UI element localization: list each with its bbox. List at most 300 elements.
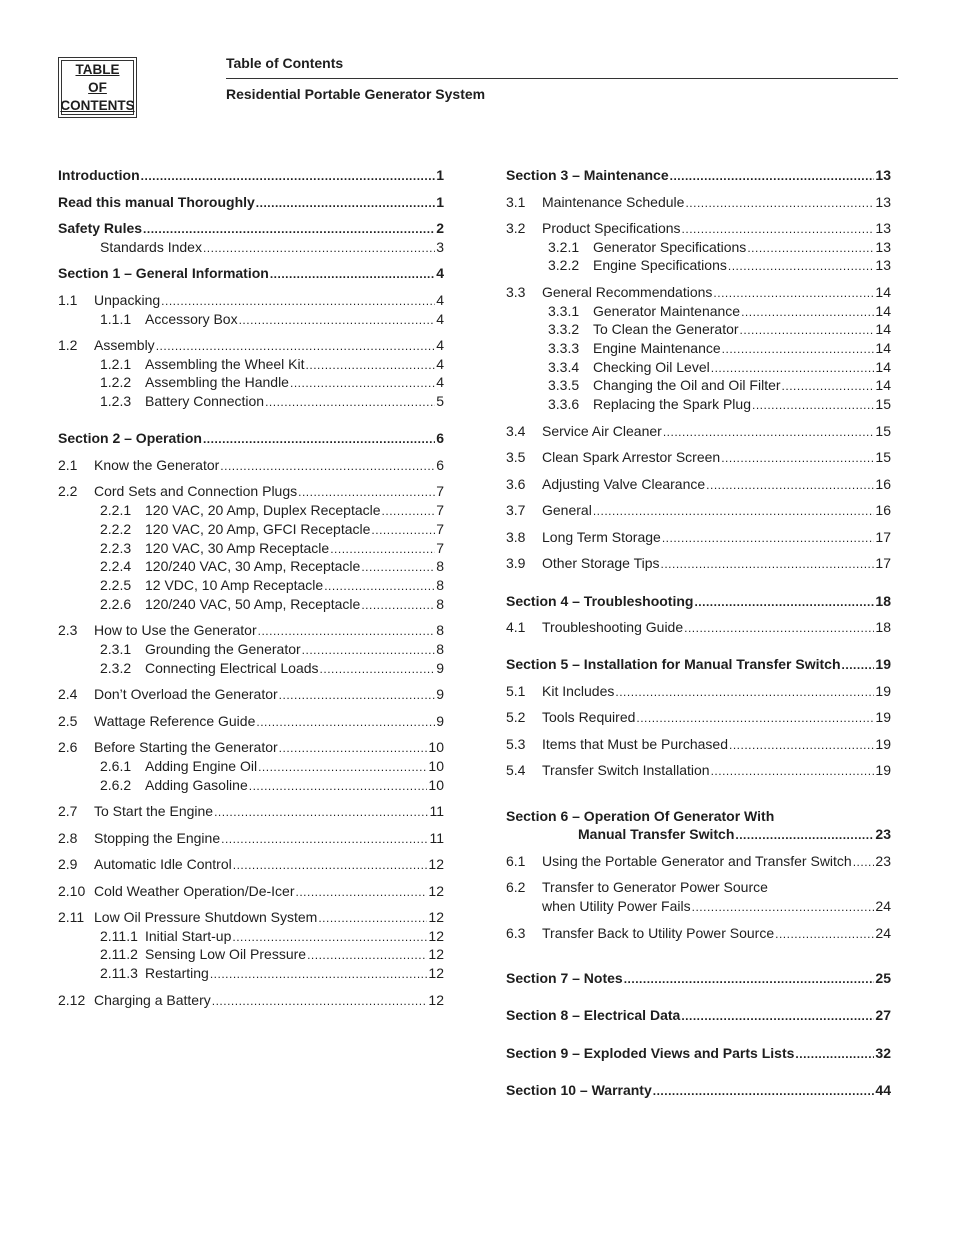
toc-entry-2-10[interactable] — [58, 883, 444, 901]
toc-entry-page-number: 10 — [428, 777, 444, 793]
toc-entry-2-6-2[interactable] — [58, 777, 444, 795]
toc-entry-page-number: 24 — [875, 898, 891, 914]
toc-entry-label: Initial Start-up — [145, 928, 232, 944]
dot-leader — [782, 379, 875, 393]
toc-entry-section-5-installation-for-manual-transf[interactable] — [506, 656, 891, 674]
toc-entry-label: Engine Specifications — [593, 257, 727, 273]
toc-entry-label: Section 10 – Warranty — [506, 1082, 652, 1098]
toc-entry-label: 120 VAC, 30 Amp Receptacle — [145, 540, 330, 556]
toc-entry-number: 2.5 — [58, 713, 78, 729]
toc-entry-label: Section 3 – Maintenance — [506, 167, 669, 183]
dot-leader — [775, 927, 874, 941]
toc-entry-label: Long Term Storage — [542, 529, 661, 545]
toc-entry-number: 2.2.4 — [100, 558, 132, 574]
toc-entry-page-number: 12 — [428, 992, 444, 1008]
dot-leader — [290, 376, 435, 390]
toc-entry-2-3-1[interactable] — [58, 641, 444, 659]
toc-entry-page-number: 4 — [436, 356, 444, 372]
toc-entry-2-11[interactable] — [58, 909, 444, 927]
toc-entry-label: Section 2 – Operation — [58, 430, 202, 446]
toc-entry-3-3-2[interactable] — [506, 321, 891, 339]
toc-entry-page-number: 10 — [428, 739, 444, 755]
dot-leader — [143, 222, 435, 236]
toc-entry-label: Before Starting the Generator — [94, 739, 278, 755]
dot-leader — [661, 557, 875, 571]
dot-leader — [232, 930, 427, 944]
toc-entry-number: 3.6 — [506, 476, 526, 492]
toc-entry-label: Transfer to Generator Power Source — [542, 879, 768, 895]
dot-leader — [682, 222, 875, 236]
toc-entry-number: 2.6.2 — [100, 777, 132, 793]
toc-entry-3-3-1[interactable] — [506, 303, 891, 321]
toc-entry-1-2[interactable] — [58, 337, 444, 355]
toc-entry-page-number: 1 — [436, 167, 444, 183]
toc-entry-number: 2.10 — [58, 883, 86, 899]
toc-entry-page-number: 4 — [436, 265, 444, 281]
toc-entry-number: 2.2 — [58, 483, 78, 499]
toc-entry-number: 2.12 — [58, 992, 86, 1008]
toc-entry-number: 2.11.3 — [100, 965, 138, 981]
dot-leader — [636, 711, 874, 725]
toc-entry-label: Product Specifications — [542, 220, 681, 236]
toc-entry-page-number: 13 — [875, 220, 891, 236]
dot-leader — [692, 900, 875, 914]
toc-entry-number: 3.3.6 — [548, 396, 580, 412]
toc-entry-label: Items that Must be Purchased — [542, 736, 728, 752]
toc-entry-label: Changing the Oil and Oil Filter — [593, 377, 781, 393]
dot-leader — [382, 504, 436, 518]
toc-entry-page-number: 3 — [436, 239, 444, 255]
toc-label-line-3: CONTENTS — [60, 97, 135, 113]
toc-entry-label: Adding Engine Oil — [145, 758, 258, 774]
toc-entry-page-number: 7 — [436, 502, 444, 518]
dot-leader — [239, 313, 436, 327]
dot-leader — [685, 196, 874, 210]
toc-entry-page-number: 2 — [436, 220, 444, 236]
dot-leader — [706, 478, 874, 492]
toc-entry-label: Low Oil Pressure Shutdown System — [94, 909, 318, 925]
toc-entry-3-3-5[interactable] — [506, 377, 891, 395]
toc-entry-label: Kit Includes — [542, 683, 615, 699]
dot-leader — [662, 531, 875, 545]
toc-entry-number: 1.1 — [58, 292, 78, 308]
toc-entry-3-9[interactable] — [506, 555, 891, 573]
dot-leader — [711, 361, 875, 375]
dot-leader — [279, 688, 436, 702]
toc-entry-page-number: 13 — [875, 194, 891, 210]
page-subtitle: Residential Portable Generator System — [226, 86, 486, 102]
toc-entry-section-10-warranty[interactable] — [506, 1082, 891, 1100]
toc-entry-label: Standards Index — [100, 239, 202, 255]
dot-leader — [752, 398, 874, 412]
toc-entry-number: 3.2 — [506, 220, 526, 236]
dot-leader — [318, 911, 427, 925]
toc-entry-standards-index[interactable] — [58, 239, 444, 257]
toc-entry-label: Manual Transfer Switch — [578, 826, 735, 842]
toc-entry-introduction[interactable] — [58, 167, 444, 185]
toc-entry-number: 2.3.2 — [100, 660, 132, 676]
toc-entry-page-number: 1 — [436, 194, 444, 210]
toc-entry-5-1[interactable] — [506, 683, 891, 701]
toc-entry-2-2-3[interactable] — [58, 540, 444, 558]
toc-entry-page-number: 6 — [436, 430, 444, 446]
toc-entry-page-number: 13 — [875, 239, 891, 255]
toc-entry-page-number: 14 — [875, 284, 891, 300]
toc-entry-section-9-exploded-views-and-parts-lists[interactable] — [506, 1045, 891, 1063]
toc-entry-section-1-general-information[interactable] — [58, 265, 444, 283]
dot-leader — [258, 760, 427, 774]
toc-entry-page-number: 16 — [875, 502, 891, 518]
toc-entry-3-3-6[interactable] — [506, 396, 891, 414]
toc-entry-1-1-1[interactable] — [58, 311, 444, 329]
dot-leader — [615, 685, 874, 699]
toc-entry-label: Know the Generator — [94, 457, 220, 473]
toc-entry-label: Safety Rules — [58, 220, 143, 236]
toc-entry-2-9[interactable] — [58, 856, 444, 874]
toc-entry-number: 5.2 — [506, 709, 526, 725]
toc-entry-page-number: 17 — [875, 529, 891, 545]
toc-entry-number: 2.2.5 — [100, 577, 132, 593]
toc-entry-label: General Recommendations — [542, 284, 713, 300]
toc-entry-label: Unpacking — [94, 292, 161, 308]
toc-entry-number: 2.2.3 — [100, 540, 132, 556]
toc-entry-5-4[interactable] — [506, 762, 891, 780]
toc-entry-3-3-4[interactable] — [506, 359, 891, 377]
toc-entry-section-7-notes[interactable] — [506, 970, 891, 988]
toc-label-box — [58, 57, 137, 118]
dot-leader — [270, 267, 435, 281]
toc-entry-label: Section 5 – Installation for Manual Transfer Switch — [506, 656, 841, 672]
dot-leader — [233, 858, 428, 872]
toc-entry-label: Transfer Switch Installation — [542, 762, 710, 778]
toc-entry-label: Maintenance Schedule — [542, 194, 685, 210]
dot-leader — [663, 425, 875, 439]
dot-leader — [735, 828, 874, 842]
toc-entry-3-2-1[interactable] — [506, 239, 891, 257]
toc-entry-label: Battery Connection — [145, 393, 265, 409]
toc-entry-page-number: 11 — [429, 830, 444, 846]
toc-entry-3-3-3[interactable] — [506, 340, 891, 358]
toc-entry-3-8[interactable] — [506, 529, 891, 547]
dot-leader — [203, 432, 435, 446]
dot-leader — [795, 1047, 874, 1061]
dot-leader — [249, 779, 428, 793]
toc-entry-number: 3.3.1 — [548, 303, 580, 319]
toc-entry-section-2-operation[interactable] — [58, 430, 444, 448]
toc-entry-2-2[interactable] — [58, 483, 444, 501]
page-title: Table of Contents — [226, 55, 344, 71]
toc-entry-2-11-2[interactable] — [58, 946, 444, 964]
toc-entry-number: 1.1.1 — [100, 311, 132, 327]
dot-leader — [711, 764, 875, 778]
toc-entry-label: 120/240 VAC, 30 Amp, Receptacle — [145, 558, 361, 574]
toc-entry-number: 2.1 — [58, 457, 78, 473]
toc-entry-3-5[interactable] — [506, 449, 891, 467]
toc-entry-page-number: 32 — [875, 1045, 891, 1061]
dot-leader — [853, 855, 875, 869]
toc-entry-page-number: 14 — [875, 321, 891, 337]
toc-entry-label: Adjusting Valve Clearance — [542, 476, 706, 492]
toc-entry-label: To Start the Engine — [94, 803, 214, 819]
toc-entry-2-3[interactable] — [58, 622, 444, 640]
toc-entry-page-number: 19 — [875, 736, 891, 752]
toc-entry-label: 12 VDC, 10 Amp Receptacle — [145, 577, 324, 593]
dot-leader — [306, 358, 436, 372]
toc-entry-label: Assembling the Handle — [145, 374, 289, 390]
toc-entry-page-number: 14 — [875, 359, 891, 375]
toc-entry-1-2-2[interactable] — [58, 374, 444, 392]
toc-entry-number: 2.4 — [58, 686, 78, 702]
toc-entry-number: 6.3 — [506, 925, 526, 941]
dot-leader — [265, 395, 435, 409]
toc-entry-number: 2.11 — [58, 909, 85, 925]
toc-entry-page-number: 7 — [436, 483, 444, 499]
toc-entry-number: 3.3.5 — [548, 377, 580, 393]
toc-entry-label: Other Storage Tips — [542, 555, 660, 571]
toc-entry-label: Read this manual Thoroughly — [58, 194, 255, 210]
dot-leader — [214, 805, 428, 819]
dot-leader — [593, 504, 875, 518]
dot-leader — [653, 1084, 875, 1098]
toc-entry-number: 2.8 — [58, 830, 78, 846]
toc-entry-label: Section 1 – General Information — [58, 265, 269, 281]
toc-entry-page-number: 19 — [875, 762, 891, 778]
toc-entry-page-number: 19 — [875, 709, 891, 725]
toc-entry-3-4[interactable] — [506, 423, 891, 441]
toc-entry-number: 3.3 — [506, 284, 526, 300]
toc-entry-label: Replacing the Spark Plug — [593, 396, 751, 412]
toc-entry-number: 2.2.6 — [100, 596, 132, 612]
dot-leader — [694, 595, 874, 609]
toc-entry-number: 2.2.1 — [100, 502, 132, 518]
toc-entry-label: Using the Portable Generator and Transfer Switch — [542, 853, 852, 869]
dot-leader — [307, 948, 427, 962]
toc-entry-3-1[interactable] — [506, 194, 891, 212]
toc-entry-page-number: 15 — [875, 423, 891, 439]
toc-label-line-2: OF — [88, 79, 107, 95]
toc-entry-page-number: 13 — [875, 167, 891, 183]
toc-entry-label: Section 8 – Electrical Data — [506, 1007, 681, 1023]
dot-leader — [624, 972, 875, 986]
dot-leader — [747, 241, 874, 255]
toc-entry-page-number: 13 — [875, 257, 891, 273]
toc-entry-2-5[interactable] — [58, 713, 444, 731]
toc-entry-2-2-2[interactable] — [58, 521, 444, 539]
toc-entry-label: Clean Spark Arrestor Screen — [542, 449, 721, 465]
toc-entry-label: Accessory Box — [145, 311, 238, 327]
toc-entry-1-2-3[interactable] — [58, 393, 444, 411]
toc-entry-label: Cord Sets and Connection Plugs — [94, 483, 298, 499]
toc-entry-number: 2.11.2 — [100, 946, 138, 962]
toc-entry-page-number: 27 — [875, 1007, 891, 1023]
toc-entry-1-1[interactable] — [58, 292, 444, 310]
toc-entry-3-7[interactable] — [506, 502, 891, 520]
toc-entry-number: 1.2 — [58, 337, 78, 353]
toc-entry-2-8[interactable] — [58, 830, 444, 848]
toc-entry-number: 2.11.1 — [100, 928, 138, 944]
dot-leader — [728, 259, 875, 273]
dot-leader — [721, 451, 874, 465]
toc-entry-6-3[interactable] — [506, 925, 891, 943]
toc-entry-page-number: 14 — [875, 303, 891, 319]
toc-entry-page-number: 15 — [875, 396, 891, 412]
toc-entry-label: Checking Oil Level — [593, 359, 710, 375]
toc-entry-page-number: 12 — [428, 928, 444, 944]
toc-entry-label: 120 VAC, 20 Amp, GFCI Receptacle — [145, 521, 371, 537]
toc-entry-number: 3.9 — [506, 555, 526, 571]
toc-entry-page-number: 19 — [875, 683, 891, 699]
dot-leader — [713, 286, 874, 300]
toc-entry-2-2-4[interactable] — [58, 558, 444, 576]
toc-entry-section-4-troubleshooting[interactable] — [506, 593, 891, 611]
toc-entry-page-number: 7 — [436, 521, 444, 537]
toc-entry-2-2-1[interactable] — [58, 502, 444, 520]
toc-entry-label: Section 7 – Notes — [506, 970, 623, 986]
toc-entry-page-number: 14 — [875, 340, 891, 356]
dot-leader — [722, 342, 875, 356]
toc-entry-page-number: 18 — [875, 593, 891, 609]
toc-entry-number: 2.6 — [58, 739, 78, 755]
toc-entry-page-number: 7 — [436, 540, 444, 556]
toc-entry-label: Generator Specifications — [593, 239, 747, 255]
toc-entry-page-number: 12 — [428, 909, 444, 925]
toc-entry-label: when Utility Power Fails — [542, 898, 691, 914]
toc-entry-page-number: 4 — [436, 337, 444, 353]
dot-leader — [302, 643, 436, 657]
toc-entry-number: 2.7 — [58, 803, 78, 819]
toc-entry-1-2-1[interactable] — [58, 356, 444, 374]
toc-entry-2-3-2[interactable] — [58, 660, 444, 678]
toc-entry-page-number: 15 — [875, 449, 891, 465]
toc-entry-number: 2.3 — [58, 622, 78, 638]
toc-entry-manual-transfer-switch[interactable] — [506, 826, 891, 844]
toc-entry-page-number: 8 — [436, 577, 444, 593]
toc-entry-number: 3.2.2 — [548, 257, 580, 273]
toc-entry-2-7[interactable] — [58, 803, 444, 821]
toc-entry-page-number: 9 — [436, 686, 444, 702]
toc-entry-number: 3.8 — [506, 529, 526, 545]
toc-entry-label: Charging a Battery — [94, 992, 211, 1008]
header-rule — [226, 78, 898, 79]
toc-entry-safety-rules[interactable] — [58, 220, 444, 238]
toc-entry-number: 1.2.2 — [100, 374, 132, 390]
toc-entry-read-this-manual-thoroughly[interactable] — [58, 194, 444, 212]
toc-entry-section-3-maintenance[interactable] — [506, 167, 891, 185]
toc-entry-when-utility-power-fails[interactable] — [506, 898, 891, 916]
toc-entry-2-6-1[interactable] — [58, 758, 444, 776]
toc-entry-label: Connecting Electrical Loads — [145, 660, 319, 676]
dot-leader — [330, 542, 435, 556]
toc-entry-page-number: 8 — [436, 558, 444, 574]
dot-leader — [279, 741, 428, 755]
toc-entry-page-number: 4 — [436, 292, 444, 308]
dot-leader — [320, 662, 436, 676]
toc-entry-2-1[interactable] — [58, 457, 444, 475]
toc-entry-3-2-2[interactable] — [506, 257, 891, 275]
toc-entry-5-3[interactable] — [506, 736, 891, 754]
toc-entry-3-2[interactable] — [506, 220, 891, 238]
toc-entry-number: 3.3.2 — [548, 321, 580, 337]
toc-entry-number: 2.9 — [58, 856, 78, 872]
toc-entry-6-2[interactable] — [506, 879, 891, 897]
toc-entry-label: Cold Weather Operation/De-Icer — [94, 883, 295, 899]
toc-label-line-1: TABLE — [75, 61, 120, 77]
toc-entry-page-number: 17 — [875, 555, 891, 571]
toc-entry-label: Generator Maintenance — [593, 303, 741, 319]
toc-entry-label: Stopping the Engine — [94, 830, 221, 846]
dot-leader — [256, 196, 435, 210]
toc-entry-page-number: 25 — [875, 970, 891, 986]
dot-leader — [361, 598, 435, 612]
toc-entry-4-1[interactable] — [506, 619, 891, 637]
toc-entry-page-number: 8 — [436, 622, 444, 638]
dot-leader — [156, 339, 436, 353]
dot-leader — [221, 832, 428, 846]
toc-entry-2-2-6[interactable] — [58, 596, 444, 614]
toc-entry-label: Section 9 – Exploded Views and Parts Lists — [506, 1045, 795, 1061]
dot-leader — [296, 885, 428, 899]
toc-entry-label: How to Use the Generator — [94, 622, 257, 638]
toc-entry-2-2-5[interactable] — [58, 577, 444, 595]
toc-entry-3-6[interactable] — [506, 476, 891, 494]
toc-entry-number: 6.2 — [506, 879, 526, 895]
toc-entry-label: Automatic Idle Control — [94, 856, 232, 872]
toc-entry-2-11-1[interactable] — [58, 928, 444, 946]
toc-entry-label: Engine Maintenance — [593, 340, 721, 356]
dot-leader — [361, 560, 435, 574]
toc-entry-label: Don’t Overload the Generator — [94, 686, 278, 702]
toc-entry-number: 1.2.3 — [100, 393, 132, 409]
toc-entry-number: 3.4 — [506, 423, 526, 439]
dot-leader — [729, 738, 874, 752]
toc-entry-page-number: 11 — [429, 803, 444, 819]
toc-entry-label: Tools Required — [542, 709, 636, 725]
toc-entry-page-number: 18 — [875, 619, 891, 635]
dot-leader — [141, 169, 436, 183]
toc-entry-label: Restarting — [145, 965, 209, 981]
toc-entry-number: 3.3.3 — [548, 340, 580, 356]
toc-entry-2-6[interactable] — [58, 739, 444, 757]
dot-leader — [684, 621, 874, 635]
toc-entry-section-6-operation-of-generator-with[interactable] — [506, 808, 891, 826]
toc-entry-page-number: 44 — [875, 1082, 891, 1098]
toc-entry-number: 2.2.2 — [100, 521, 132, 537]
toc-entry-2-4[interactable] — [58, 686, 444, 704]
toc-entry-2-11-3[interactable] — [58, 965, 444, 983]
dot-leader — [842, 658, 875, 672]
dot-leader — [741, 305, 874, 319]
toc-entry-6-1[interactable] — [506, 853, 891, 871]
toc-entry-number: 5.3 — [506, 736, 526, 752]
toc-entry-page-number: 12 — [428, 883, 444, 899]
toc-entry-page-number: 5 — [436, 393, 444, 409]
toc-entry-page-number: 14 — [875, 377, 891, 393]
toc-entry-number: 5.4 — [506, 762, 526, 778]
toc-entry-5-2[interactable] — [506, 709, 891, 727]
toc-entry-number: 2.3.1 — [100, 641, 132, 657]
toc-entry-3-3[interactable] — [506, 284, 891, 302]
toc-entry-page-number: 23 — [875, 853, 891, 869]
dot-leader — [220, 459, 435, 473]
toc-entry-page-number: 12 — [428, 965, 444, 981]
dot-leader — [371, 523, 435, 537]
dot-leader — [203, 241, 435, 255]
toc-entry-number: 6.1 — [506, 853, 526, 869]
toc-entry-2-12[interactable] — [58, 992, 444, 1010]
toc-entry-page-number: 16 — [875, 476, 891, 492]
toc-entry-section-8-electrical-data[interactable] — [506, 1007, 891, 1025]
dot-leader — [324, 579, 435, 593]
